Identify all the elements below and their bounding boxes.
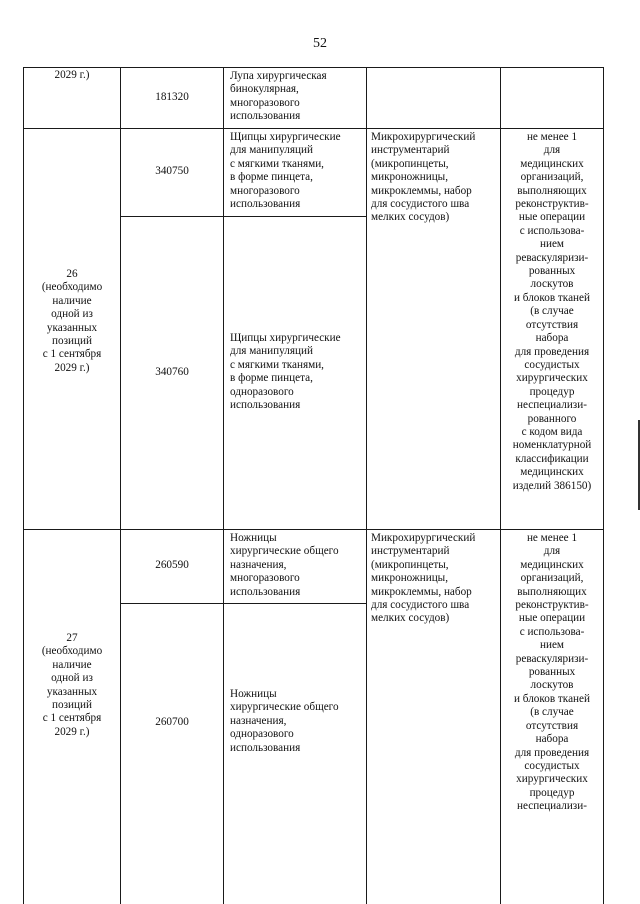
item-name: Щипцы хирургические для манипуляций с мягкими тканями, в форме пинцета, одноразового использования: [230, 332, 341, 412]
column-divider: [366, 67, 367, 904]
item-code: 260700: [155, 716, 189, 728]
column-divider: [223, 67, 224, 904]
position-number-cell: 27 (необходимо наличие одной из указанных позиций с 1 сентября 2029 г.): [41, 632, 103, 738]
subrow-divider: [120, 216, 366, 217]
page-number: 52: [313, 36, 327, 51]
row-divider: [23, 529, 603, 530]
row-divider: [23, 128, 603, 129]
item-code: 340750: [155, 165, 189, 177]
table-border-top: [23, 67, 603, 68]
item-name: Щипцы хирургические для манипуляций с мягкими тканями, в форме пинцета, многоразового использования: [230, 131, 341, 211]
quantity-requirement-cell: не менее 1 для медицинских организаций, выполняющих реконструктив- ные операции с использова- нием реваскуляризи- рованных лоскутов и блоков тканей (в случае отсутствия набора для проведения сосудистых хирургических процедур неспециализи-: [514, 532, 590, 813]
item-code: 260590: [155, 559, 189, 571]
position-number-cell: 26 (необходимо наличие одной из указанных позиций с 1 сентября 2029 г.): [41, 268, 103, 374]
instrument-group-cell: Микрохирургический инструментарий (микропинцеты, микроножницы, микроклеммы, набор для сосудистого шва мелких сосудов): [371, 131, 476, 224]
instrument-group-cell: Микрохирургический инструментарий (микропинцеты, микроножницы, микроклеммы, набор для сосудистого шва мелких сосудов): [371, 532, 476, 625]
subrow-divider: [120, 603, 366, 604]
item-code: 181320: [155, 91, 189, 103]
item-name: Ножницы хирургические общего назначения, многоразового использования: [230, 532, 339, 598]
column-divider: [120, 67, 121, 904]
item-name: Лупа хирургическая бинокулярная, многоразового использования: [230, 70, 327, 123]
quantity-requirement-cell: не менее 1 для медицинских организаций, выполняющих реконструктив- ные операции с использова- нием реваскуляризи- рованных лоскутов и блоков тканей (в случае отсутствия набора для проведения сосудистых хирургических процедур неспециализи- рованного с кодом вида номенклатурной классификации медицинских изделий 386150): [512, 131, 592, 492]
table-border-right: [603, 67, 604, 904]
item-code: 340760: [155, 366, 189, 378]
table-border-left: [23, 67, 24, 904]
item-name: Ножницы хирургические общего назначения, одноразового использования: [230, 688, 339, 754]
table-cell: 2029 г.): [54, 69, 90, 81]
